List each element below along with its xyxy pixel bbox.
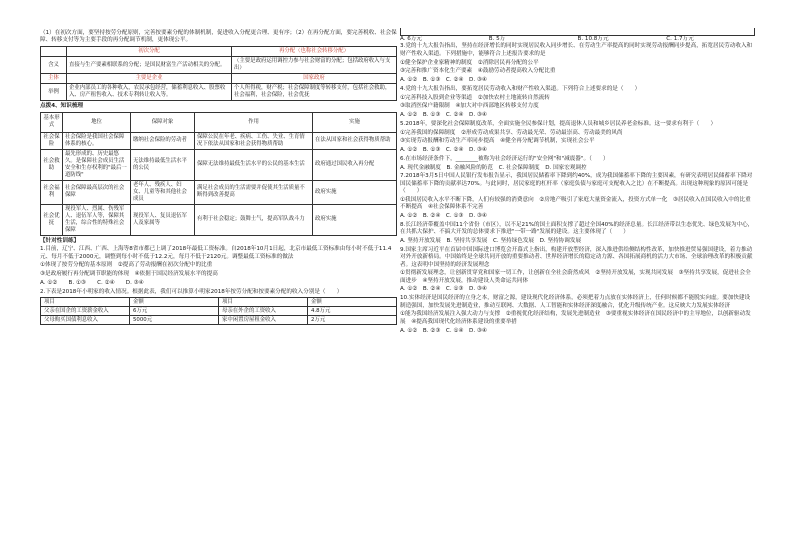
table-row — [41, 180, 397, 204]
table-cell: 政府通过国民收入再分配 — [313, 149, 397, 180]
table-cell: 在法从国家和社会获得物质帮助 — [313, 132, 397, 149]
table-cell: 主体 — [41, 74, 67, 84]
question-line: A. 现代金融制度 B. 金融风险的防范 C. 社会保障制度 D. 国家宏观调控 — [400, 164, 587, 171]
table-row — [41, 204, 397, 235]
table-row — [41, 47, 397, 57]
income-table — [40, 297, 397, 325]
table-header: 作用 — [195, 112, 313, 132]
table-cell: 5000元 — [130, 316, 219, 325]
question-text: A. ①② B. ①③ C. ②④ D. ③④ — [40, 279, 144, 286]
table-cell: 现役军人、烈属、伤残军人、退伍军人等，保障其生活，综合性的特殊社会保障 — [63, 204, 131, 235]
distribution-table — [40, 46, 397, 101]
social-security-table — [40, 112, 397, 236]
question-line: 9.国家主席习近平在首届中国国际进口博览会开幕式上指出，构建开放型经济，深入推进供给侧结构性改革，加快推进贸易强国建设，着力推动对外开放新格局。中国始终是全球共同开放的重要推动者、世界经济增长的稳定动力源、各国拓展商机的活力大市场、全球治理改革的积极贡献者。这表明中国坚持的经济发展理念 — [400, 246, 753, 268]
question-line: ①贯彻新发展理念，让创新贯穿党和国家一切工作，让创新在全社会蔚然成风 ②坚持开放发展，实现共同发展 ③坚持共享发展，促进社会全面进步 ④坚持开放发展，推动建设人类命运共同体 — [400, 270, 751, 284]
table-header: 基本形式 — [41, 112, 63, 132]
table-cell: 缴纳社会保险的劳动者 — [131, 132, 195, 149]
question-text: 1.目前，辽宁、江西、广西、上海等8省市都已上调了2018年最低工资标准。自2018年10月1日起，北京市最低工资标准由每小时不低于11.4元、每月不低于2000元，调整到每小时不低于12.2元，每月不低于2120元。调整最低工资标准的做法 — [40, 246, 392, 260]
question-line: ③完善和推广资本化生产要素 ④鼓励劳动者提高收入分配比重 — [400, 68, 556, 75]
table-cell: 保障无法维持最低生活水平的公民的基本生活 — [195, 149, 313, 180]
table-cell: 现役军人、复员退伍军人及家属等 — [131, 204, 195, 235]
table-cell: 主要是企业 — [67, 74, 232, 84]
right-column — [400, 36, 755, 336]
section-heading: 点拨4、知识梳理 — [40, 103, 84, 110]
table-cell: 2万元 — [308, 316, 397, 325]
table-cell: 社会保障最高层次的社会保障 — [63, 180, 131, 204]
question-line: A. ①② B. ②④ C. ①③ D. ③④ — [400, 213, 487, 220]
table-cell: 政府实施 — [313, 204, 397, 235]
question-line: ①完善科技入股到企业等渠道 ②加快农村土地流转自然流转 — [400, 94, 550, 101]
question-line: A. ①② B. ②④ C. ①③ D. ③④ — [400, 286, 487, 293]
table-cell: 个人所得税，财产税；社会保障制度等转移支付，包括社会救助，社会福利，社会保险，社会优抚 — [232, 84, 397, 101]
table-cell: 父母购买国债利息收入 — [41, 316, 130, 325]
option: C. 1.7万元 — [666, 36, 694, 42]
table-cell: 含义 — [41, 57, 67, 74]
table-cell: 4.8万元 — [308, 307, 397, 316]
table-row — [41, 316, 397, 325]
question-line: 5.2018年，要深化社会保障制度改革，全面实施全民参保计划，提高退休人员和城乡居民养老金标准。这一要求有利于（ ） — [400, 120, 717, 127]
table-row — [41, 132, 397, 149]
left-column — [40, 30, 397, 325]
question-line: ①我国居民收入水平不断下降，人们有较强的消费意向 ②房地产吸引了家庭大量资金流入，投资方式单一化 ③居民收入在国民收入中的比重不断提高 ④社会保障体系不完善 — [400, 196, 751, 211]
table-cell: 社会优抚 — [41, 204, 63, 235]
table-header: 金额 — [130, 298, 219, 307]
question-text: 2.下表是2018年小明家的收入情况。根据此表，我们可以推算小明家2018年按劳分配和按要素分配的收入分别是（ ） — [40, 288, 343, 295]
question-line: 3.党的十九大报告指出，坚持在经济增长的同时实现居民收入同步增长、在劳动生产率提高的同时实现劳动报酬同步提高，拓宽居民劳动收入和财产性收入渠道。下列措施中，能够符合上述报告要求的是 — [400, 43, 753, 57]
table-header-redistribution: 再分配（也称社会转移分配） — [232, 47, 397, 57]
question-line: 4.党的十九大报告指出，要拓宽居民劳动收入和财产性收入渠道。下列符合上述要求的是（ ） — [400, 85, 641, 92]
table-cell: 举例 — [41, 84, 67, 101]
table-cell: 社会保险是我国社会保障体系的核心。 — [63, 132, 131, 149]
table-cell: 企业内部员工的各种收入，农民承包经营，储蓄利息收入、股票收入、房产租售收入、技术专利转让收入等。 — [67, 84, 232, 101]
table-cell: 社会救助 — [41, 149, 63, 180]
table-cell: 政府实施 — [313, 180, 397, 204]
question-line: ①健全保护企业家精神的制度 ②消除居民再分配的公平 — [400, 59, 539, 66]
table-cell: 社会保险 — [41, 132, 63, 149]
table-row — [41, 84, 397, 101]
question-text: ①体现了按劳分配的基本原则 ②提高了劳动报酬在初次分配中的比重 — [40, 262, 213, 269]
table-cell: 有利于社会稳定；鼓舞士气，提高军队战斗力 — [195, 204, 313, 235]
table-cell: 直接与生产要素相联系的分配；是国民财富生产活动相关的分配。 — [67, 57, 232, 74]
table-header: 地位 — [63, 112, 131, 132]
table-cell: 6万元 — [130, 307, 219, 316]
table-cell: （主要是政府运用调控力参与社会财富的分配；包括政府收入与支出） — [232, 57, 397, 74]
intro-paragraph: （1）在初次方面，要坚持按劳分配原则，完善按要素分配的体制机制，促进收入分配更合理、更有序；（2）在再分配方面，要完善税收、社会保障、转移支付等为主要手段的再分配调节机制，更体现公平。 — [40, 30, 397, 44]
table-header: 项目 — [41, 298, 130, 307]
table-header: 项目 — [219, 298, 308, 307]
table-row — [41, 307, 397, 316]
question-line: ③取消医保户籍限制 ④加大对中西部地区转移支付力度 — [400, 103, 539, 110]
question-line: A. ①② B. ①③ C. ②④ D. ③④ — [400, 112, 487, 119]
table-row — [41, 149, 397, 180]
table-cell: 母亲在外企的工资收入 — [219, 307, 308, 316]
question-line: 6.在市场经济条件下，________被称为社会经济运行的"安全网"和"减震器"。（ ） — [400, 155, 609, 162]
table-header-primary: 初次分配 — [67, 47, 232, 57]
table-cell: 国家政府 — [232, 74, 397, 84]
question-line: ①完善我国的保障制度 ②形成劳动成果共享、劳动最光荣、劳动最崇高、劳动最美的风尚 — [400, 129, 623, 136]
question-line: A. 坚持开放发展 B. 坚持共享发展 C. 坚持绿色发展 D. 坚持协调发展 — [400, 238, 582, 245]
question-line: 8.长江经济带覆盖中国11个省份（市区），以不足21%的国土面积支撑了超过全国40%的经济总量。长江经济带以生态优先、绿色发展为中心，在共抓大保护、不搞大开发的总体要求下推进"一带一路"发展的建设。这主要体现了（ ） — [400, 221, 754, 236]
table-cell: 满足社会成员的生活需要并促使其生活质量不断得到改善提高 — [195, 180, 313, 204]
table-row — [41, 74, 397, 84]
question-text: ③是政府履行再分配调节职能的体现 ④依据于国民经济发展水平的提高 — [40, 271, 218, 278]
table-cell: 社会福利 — [41, 180, 63, 204]
table-header: 实施 — [313, 112, 397, 132]
option: B. 5万 — [488, 36, 506, 42]
question-line: 7.2018年3月5日中国人民银行发布报告显示，我国居民储蓄率下降到约40%，成为我国储蓄率下降的主要因素，有研究表明居民储蓄率下降对国民储蓄率下降的贡献率达70%。与此同时，居民家庭的杠杆率（家庭负债与家庭可支配收入之比）在不断提高。出现这种现象的原因可能是（ ） — [400, 173, 753, 195]
table-row — [41, 112, 397, 132]
table-header: 金额 — [308, 298, 397, 307]
question-line: A. ①② B. ②③ C. ①④ D. ③④ — [400, 327, 487, 334]
table-cell — [41, 47, 67, 57]
table-row — [41, 57, 397, 74]
table-cell: 家中闲置房屋租金收入 — [219, 316, 308, 325]
option: A. 6万元 — [400, 36, 423, 42]
option: B. 10.8万元 — [577, 36, 609, 42]
question-line: ①能为我国经济发展注入强大动力与支撑 ②重视优化经济结构，发展先进制造业 ③要重视实体经济在国民经济中的主导地位，以创新驱动发展 ④提高我国现代化经济体系建设的重要举措 — [400, 311, 751, 325]
top-table-edge — [400, 28, 755, 36]
question-line: A. ①② B. ①③ C. ②④ D. ③④ — [400, 77, 487, 84]
table-cell: 最先形成的、历史最悠久。是保障社会成员生活安全和生存权利的"最后一道防线" — [63, 149, 131, 180]
question-line: 10.实体经济是国民经济的立身之本，财富之源，建设现代化经济体系，必须把着力点放在实体经济上，任何时候都不能脱实向虚。要加快建设制造强国，加快发展先进制造业，推动互联网、大数据、人工智能和实体经济深度融合，优化升级传统产业。这反映大力发展实体经济 — [400, 295, 751, 309]
question-line: ③实现劳动报酬和劳动生产率同步提高 ④健全再分配调节机制，实现社会公平 — [400, 138, 595, 145]
table-cell: 父亲在国企的工资薪金收入 — [41, 307, 130, 316]
table-cell: 无法维持最低生活水平的公民 — [131, 149, 195, 180]
practice-heading: 【针对性训练】 — [40, 237, 80, 244]
question-line: A. ①② B. ①③ C. ②④ D. ③④ — [400, 147, 487, 154]
table-cell: 保障公民在年老、疾病、工伤、失业、生育情况下依法从国家和社会获得物质帮助 — [195, 132, 313, 149]
table-header: 保障对象 — [131, 112, 195, 132]
table-cell: 老年人、残疾人、妇女、儿童等和其他社会成员 — [131, 180, 195, 204]
table-row — [41, 298, 397, 307]
